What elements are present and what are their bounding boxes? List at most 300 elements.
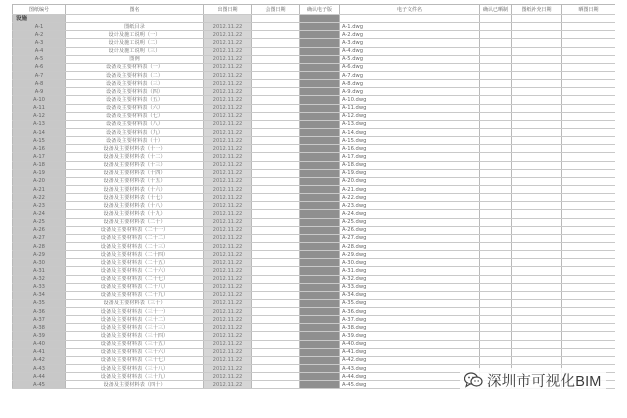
print-date-cell — [562, 185, 616, 193]
issue-date-cell: 2012.11.22 — [204, 210, 252, 218]
table-row — [13, 242, 616, 250]
confirm-electronic-cell — [300, 202, 340, 210]
confirm-electronic-cell — [300, 120, 340, 128]
drawing-no-cell: A-9 — [13, 88, 66, 96]
review-date-cell — [252, 23, 300, 31]
issue-date-cell: 2012.11.22 — [204, 267, 252, 275]
col-header-confirm-electronic: 确认电子版 — [300, 5, 340, 15]
confirm-electronic-cell — [300, 80, 340, 88]
confirm-printed-cell — [480, 242, 512, 250]
confirm-printed-cell — [480, 169, 512, 177]
review-date-cell — [252, 291, 300, 299]
drawing-name-cell: 设备及主要材料表（二十三） — [66, 242, 204, 250]
supplement-date-cell — [512, 31, 562, 39]
table-row — [13, 47, 616, 55]
supplement-date-cell — [512, 218, 562, 226]
table-row — [13, 112, 616, 120]
confirm-electronic-cell — [300, 128, 340, 136]
confirm-electronic-cell — [300, 316, 340, 324]
issue-date-cell: 2012.11.22 — [204, 356, 252, 364]
confirm-electronic-cell — [300, 47, 340, 55]
file-name-cell: A-8.dwg — [340, 80, 480, 88]
review-date-cell — [252, 356, 300, 364]
supplement-date-cell — [512, 63, 562, 71]
issue-date-cell: 2012.11.22 — [204, 218, 252, 226]
drawing-no-cell: A-14 — [13, 128, 66, 136]
review-date-cell — [252, 283, 300, 291]
issue-date-cell: 2012.11.22 — [204, 23, 252, 31]
issue-date-cell: 2012.11.22 — [204, 381, 252, 389]
confirm-printed-cell — [480, 194, 512, 202]
drawing-no-cell: A-8 — [13, 80, 66, 88]
review-date-cell — [252, 373, 300, 381]
drawing-no-cell: A-43 — [13, 365, 66, 373]
drawing-no-cell: A-16 — [13, 145, 66, 153]
supplement-date-cell — [512, 356, 562, 364]
review-date-cell — [252, 31, 300, 39]
confirm-printed-cell — [480, 153, 512, 161]
table-row — [13, 120, 616, 128]
print-date-cell — [562, 104, 616, 112]
issue-date-cell: 2012.11.22 — [204, 177, 252, 185]
print-date-cell — [562, 316, 616, 324]
table-row — [13, 356, 616, 364]
review-date-cell — [252, 218, 300, 226]
confirm-printed-cell — [480, 39, 512, 47]
supplement-date-cell — [512, 177, 562, 185]
drawing-name-cell: 设备及主要材料表（二） — [66, 71, 204, 79]
table-row — [13, 226, 616, 234]
supplement-date-cell — [512, 169, 562, 177]
confirm-electronic-cell — [300, 31, 340, 39]
issue-date-cell: 2012.11.22 — [204, 251, 252, 259]
issue-date-cell: 2012.11.22 — [204, 340, 252, 348]
drawing-no-cell: A-33 — [13, 283, 66, 291]
supplement-date-cell — [512, 316, 562, 324]
drawing-no-cell: A-34 — [13, 291, 66, 299]
review-date-cell — [252, 226, 300, 234]
print-date-cell — [562, 259, 616, 267]
drawing-name-cell: 设备及主要材料表（四） — [66, 88, 204, 96]
drawing-no-cell: A-3 — [13, 39, 66, 47]
confirm-printed-cell — [480, 348, 512, 356]
category-cell — [252, 15, 300, 23]
review-date-cell — [252, 242, 300, 250]
review-date-cell — [252, 316, 300, 324]
print-date-cell — [562, 226, 616, 234]
drawing-name-cell: 设备及主要材料表（十五） — [66, 177, 204, 185]
table-row — [13, 194, 616, 202]
review-date-cell — [252, 308, 300, 316]
drawing-no-cell: A-26 — [13, 226, 66, 234]
confirm-printed-cell — [480, 234, 512, 242]
col-header-print-date: 晒图日期 — [562, 5, 616, 15]
drawing-no-cell: A-30 — [13, 259, 66, 267]
file-name-cell: A-13.dwg — [340, 120, 480, 128]
print-date-cell — [562, 283, 616, 291]
issue-date-cell: 2012.11.22 — [204, 31, 252, 39]
issue-date-cell: 2012.11.22 — [204, 275, 252, 283]
issue-date-cell: 2012.11.22 — [204, 55, 252, 63]
issue-date-cell: 2012.11.22 — [204, 291, 252, 299]
file-name-cell: A-18.dwg — [340, 161, 480, 169]
supplement-date-cell — [512, 194, 562, 202]
issue-date-cell: 2012.11.22 — [204, 259, 252, 267]
confirm-printed-cell — [480, 316, 512, 324]
drawing-name-cell: 设备及主要材料表（十六） — [66, 185, 204, 193]
review-date-cell — [252, 332, 300, 340]
confirm-electronic-cell — [300, 324, 340, 332]
drawing-name-cell: 设备及主要材料表（三十三） — [66, 324, 204, 332]
print-date-cell — [562, 31, 616, 39]
issue-date-cell: 2012.11.22 — [204, 194, 252, 202]
table-row — [13, 218, 616, 226]
review-date-cell — [252, 324, 300, 332]
print-date-cell — [562, 153, 616, 161]
supplement-date-cell — [512, 332, 562, 340]
print-date-cell — [562, 340, 616, 348]
confirm-electronic-cell — [300, 218, 340, 226]
supplement-date-cell — [512, 251, 562, 259]
review-date-cell — [252, 161, 300, 169]
review-date-cell — [252, 112, 300, 120]
supplement-date-cell — [512, 88, 562, 96]
drawing-no-cell: A-1 — [13, 23, 66, 31]
confirm-printed-cell — [480, 80, 512, 88]
drawing-name-cell: 设备及主要材料表（八） — [66, 120, 204, 128]
supplement-date-cell — [512, 308, 562, 316]
drawing-no-cell: A-5 — [13, 55, 66, 63]
supplement-date-cell — [512, 71, 562, 79]
review-date-cell — [252, 153, 300, 161]
file-name-cell: A-36.dwg — [340, 308, 480, 316]
issue-date-cell: 2012.11.22 — [204, 88, 252, 96]
confirm-printed-cell — [480, 63, 512, 71]
review-date-cell — [252, 275, 300, 283]
col-header-drawing-no: 图纸编号 — [13, 5, 66, 15]
confirm-electronic-cell — [300, 194, 340, 202]
col-header-file-name: 电子文件名 — [340, 5, 480, 15]
drawing-name-cell: 图例 — [66, 55, 204, 63]
file-name-cell: A-5.dwg — [340, 55, 480, 63]
print-date-cell — [562, 194, 616, 202]
drawing-no-cell: A-21 — [13, 185, 66, 193]
review-date-cell — [252, 251, 300, 259]
issue-date-cell: 2012.11.22 — [204, 128, 252, 136]
drawing-no-cell: A-36 — [13, 308, 66, 316]
file-name-cell: A-33.dwg — [340, 283, 480, 291]
file-name-cell: A-38.dwg — [340, 324, 480, 332]
table-row — [13, 80, 616, 88]
review-date-cell — [252, 185, 300, 193]
supplement-date-cell — [512, 234, 562, 242]
table-row — [13, 332, 616, 340]
file-name-cell: A-1.dwg — [340, 23, 480, 31]
table-row — [13, 128, 616, 136]
confirm-electronic-cell — [300, 153, 340, 161]
confirm-electronic-cell — [300, 291, 340, 299]
review-date-cell — [252, 128, 300, 136]
confirm-printed-cell — [480, 120, 512, 128]
file-name-cell: A-3.dwg — [340, 39, 480, 47]
category-cell — [66, 15, 204, 23]
confirm-electronic-cell — [300, 145, 340, 153]
print-date-cell — [562, 275, 616, 283]
print-date-cell — [562, 177, 616, 185]
file-name-cell: A-39.dwg — [340, 332, 480, 340]
issue-date-cell: 2012.11.22 — [204, 145, 252, 153]
issue-date-cell: 2012.11.22 — [204, 169, 252, 177]
file-name-cell: A-7.dwg — [340, 71, 480, 79]
table-row — [13, 104, 616, 112]
drawing-name-cell: 设备及主要材料表（三十九） — [66, 373, 204, 381]
drawing-name-cell: 设备及主要材料表（三十七） — [66, 356, 204, 364]
wechat-icon — [464, 372, 483, 388]
category-cell — [480, 15, 512, 23]
drawing-name-cell: 设备及主要材料表（三十四） — [66, 332, 204, 340]
drawing-no-cell: A-37 — [13, 316, 66, 324]
confirm-printed-cell — [480, 177, 512, 185]
drawing-name-cell: 设备及主要材料表（十） — [66, 137, 204, 145]
drawing-name-cell: 设备及主要材料表（三十八） — [66, 365, 204, 373]
confirm-printed-cell — [480, 31, 512, 39]
file-name-cell: A-16.dwg — [340, 145, 480, 153]
issue-date-cell: 2012.11.22 — [204, 316, 252, 324]
supplement-date-cell — [512, 80, 562, 88]
review-date-cell — [252, 234, 300, 242]
confirm-electronic-cell — [300, 96, 340, 104]
issue-date-cell: 2012.11.22 — [204, 120, 252, 128]
table-row — [13, 177, 616, 185]
drawing-no-cell: A-35 — [13, 299, 66, 307]
supplement-date-cell — [512, 283, 562, 291]
supplement-date-cell — [512, 39, 562, 47]
confirm-electronic-cell — [300, 267, 340, 275]
confirm-electronic-cell — [300, 283, 340, 291]
confirm-electronic-cell — [300, 332, 340, 340]
confirm-printed-cell — [480, 226, 512, 234]
confirm-printed-cell — [480, 324, 512, 332]
table-row — [13, 63, 616, 71]
drawing-name-cell: 设备及主要材料表（十九） — [66, 210, 204, 218]
file-name-cell: A-24.dwg — [340, 210, 480, 218]
drawing-name-cell: 设备及主要材料表（三十二） — [66, 316, 204, 324]
drawing-no-cell: A-10 — [13, 96, 66, 104]
print-date-cell — [562, 63, 616, 71]
drawing-no-cell: A-22 — [13, 194, 66, 202]
issue-date-cell: 2012.11.22 — [204, 137, 252, 145]
drawing-no-cell: A-4 — [13, 47, 66, 55]
issue-date-cell: 2012.11.22 — [204, 332, 252, 340]
supplement-date-cell — [512, 275, 562, 283]
drawing-list-sheet — [12, 4, 615, 412]
file-name-cell: A-37.dwg — [340, 316, 480, 324]
confirm-printed-cell — [480, 251, 512, 259]
table-row — [13, 23, 616, 31]
confirm-printed-cell — [480, 71, 512, 79]
drawing-no-cell: A-13 — [13, 120, 66, 128]
drawing-name-cell: 设备及主要材料表（四十） — [66, 381, 204, 389]
file-name-cell: A-21.dwg — [340, 185, 480, 193]
review-date-cell — [252, 120, 300, 128]
review-date-cell — [252, 55, 300, 63]
print-date-cell — [562, 210, 616, 218]
supplement-date-cell — [512, 259, 562, 267]
confirm-printed-cell — [480, 161, 512, 169]
print-date-cell — [562, 324, 616, 332]
file-name-cell: A-9.dwg — [340, 88, 480, 96]
confirm-printed-cell — [480, 202, 512, 210]
drawing-no-cell: A-12 — [13, 112, 66, 120]
drawing-name-cell: 设备及主要材料表（二十八） — [66, 283, 204, 291]
supplement-date-cell — [512, 185, 562, 193]
review-date-cell — [252, 340, 300, 348]
drawing-no-cell: A-32 — [13, 275, 66, 283]
print-date-cell — [562, 202, 616, 210]
file-name-cell: A-31.dwg — [340, 267, 480, 275]
drawing-no-cell: A-23 — [13, 202, 66, 210]
supplement-date-cell — [512, 120, 562, 128]
print-date-cell — [562, 112, 616, 120]
confirm-electronic-cell — [300, 55, 340, 63]
supplement-date-cell — [512, 226, 562, 234]
supplement-date-cell — [512, 210, 562, 218]
print-date-cell — [562, 80, 616, 88]
confirm-electronic-cell — [300, 340, 340, 348]
print-date-cell — [562, 128, 616, 136]
table-row — [13, 275, 616, 283]
confirm-electronic-cell — [300, 63, 340, 71]
print-date-cell — [562, 145, 616, 153]
print-date-cell — [562, 88, 616, 96]
file-name-cell: A-25.dwg — [340, 218, 480, 226]
drawing-no-cell: A-29 — [13, 251, 66, 259]
review-date-cell — [252, 210, 300, 218]
drawing-no-cell: A-15 — [13, 137, 66, 145]
file-name-cell: A-34.dwg — [340, 291, 480, 299]
issue-date-cell: 2012.11.22 — [204, 71, 252, 79]
issue-date-cell: 2012.11.22 — [204, 234, 252, 242]
table-row — [13, 316, 616, 324]
confirm-electronic-cell — [300, 234, 340, 242]
drawing-name-cell: 设备及主要材料表（三十） — [66, 299, 204, 307]
print-date-cell — [562, 348, 616, 356]
print-date-cell — [562, 267, 616, 275]
supplement-date-cell — [512, 128, 562, 136]
print-date-cell — [562, 299, 616, 307]
file-name-cell: A-40.dwg — [340, 340, 480, 348]
issue-date-cell: 2012.11.22 — [204, 283, 252, 291]
confirm-printed-cell — [480, 283, 512, 291]
confirm-electronic-cell — [300, 242, 340, 250]
table-row — [13, 55, 616, 63]
file-name-cell: A-2.dwg — [340, 31, 480, 39]
table-row — [13, 283, 616, 291]
category-cell — [512, 15, 562, 23]
print-date-cell — [562, 251, 616, 259]
table-row — [13, 251, 616, 259]
issue-date-cell: 2012.11.22 — [204, 161, 252, 169]
review-date-cell — [252, 194, 300, 202]
drawing-name-cell: 设备及主要材料表（二十九） — [66, 291, 204, 299]
print-date-cell — [562, 332, 616, 340]
confirm-electronic-cell — [300, 88, 340, 96]
confirm-electronic-cell — [300, 104, 340, 112]
print-date-cell — [562, 137, 616, 145]
category-row — [13, 15, 616, 23]
supplement-date-cell — [512, 299, 562, 307]
drawing-name-cell: 设备及主要材料表（九） — [66, 128, 204, 136]
confirm-printed-cell — [480, 308, 512, 316]
print-date-cell — [562, 161, 616, 169]
print-date-cell — [562, 71, 616, 79]
drawing-no-cell: A-19 — [13, 169, 66, 177]
category-cell — [340, 15, 480, 23]
supplement-date-cell — [512, 145, 562, 153]
confirm-printed-cell — [480, 185, 512, 193]
col-header-supplement-date: 图纸补充日期 — [512, 5, 562, 15]
issue-date-cell: 2012.11.22 — [204, 185, 252, 193]
table-row — [13, 259, 616, 267]
review-date-cell — [252, 137, 300, 145]
print-date-cell — [562, 55, 616, 63]
drawing-no-cell: A-24 — [13, 210, 66, 218]
drawing-name-cell: 设备及主要材料表（十四） — [66, 169, 204, 177]
table-body — [13, 15, 616, 389]
confirm-printed-cell — [480, 332, 512, 340]
print-date-cell — [562, 234, 616, 242]
table-row — [13, 291, 616, 299]
confirm-electronic-cell — [300, 226, 340, 234]
review-date-cell — [252, 63, 300, 71]
print-date-cell — [562, 47, 616, 55]
file-name-cell: A-4.dwg — [340, 47, 480, 55]
drawing-name-cell: 设备及主要材料表（三十五） — [66, 340, 204, 348]
confirm-printed-cell — [480, 112, 512, 120]
print-date-cell — [562, 39, 616, 47]
confirm-printed-cell — [480, 55, 512, 63]
col-header-review-date: 会图日期 — [252, 5, 300, 15]
confirm-electronic-cell — [300, 308, 340, 316]
confirm-printed-cell — [480, 210, 512, 218]
issue-date-cell: 2012.11.22 — [204, 80, 252, 88]
review-date-cell — [252, 145, 300, 153]
file-name-cell: A-17.dwg — [340, 153, 480, 161]
watermark — [460, 368, 606, 392]
supplement-date-cell — [512, 47, 562, 55]
confirm-electronic-cell — [300, 356, 340, 364]
confirm-electronic-cell — [300, 161, 340, 169]
file-name-cell: A-15.dwg — [340, 137, 480, 145]
drawing-name-cell: 设备及主要材料表（六） — [66, 104, 204, 112]
file-name-cell: A-22.dwg — [340, 194, 480, 202]
table-row — [13, 234, 616, 242]
review-date-cell — [252, 169, 300, 177]
supplement-date-cell — [512, 153, 562, 161]
issue-date-cell: 2012.11.22 — [204, 47, 252, 55]
confirm-printed-cell — [480, 291, 512, 299]
table-row — [13, 202, 616, 210]
supplement-date-cell — [512, 55, 562, 63]
table-row — [13, 210, 616, 218]
table-row — [13, 324, 616, 332]
drawing-no-cell: A-20 — [13, 177, 66, 185]
drawing-list-table — [12, 4, 615, 389]
print-date-cell — [562, 242, 616, 250]
confirm-electronic-cell — [300, 137, 340, 145]
confirm-printed-cell — [480, 47, 512, 55]
confirm-electronic-cell — [300, 365, 340, 373]
